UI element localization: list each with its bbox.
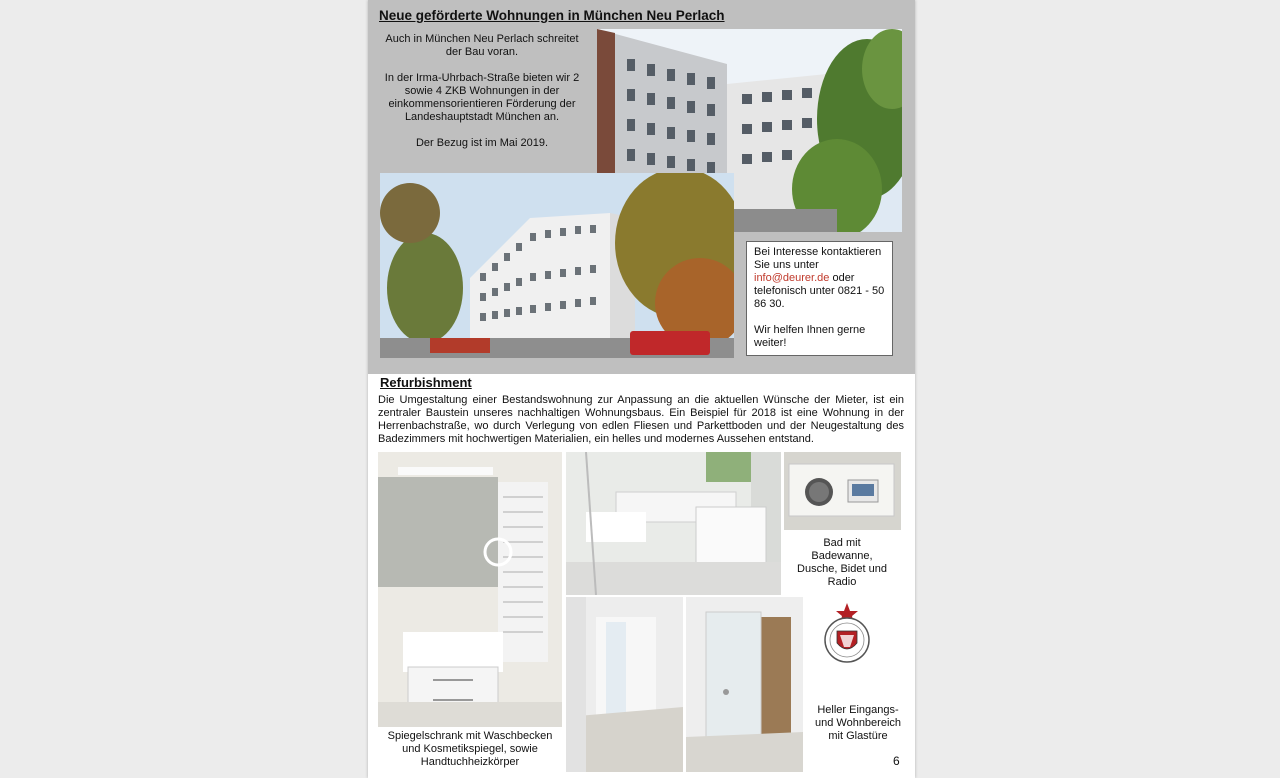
contact-box [746,241,893,356]
email-link[interactable]: info@deurer.de [754,272,830,284]
intro-text [382,33,582,163]
bathtub-photo [566,452,781,595]
section-title-new-apartments: Neue geförderte Wohnungen in München Neu Perlach [379,8,725,23]
intro-paragraph-2: In der Irma-Uhrbach-Straße bieten wir 2 sowie 4 ZKB Wohnungen in der einkommensorientieren Förderung der Landeshauptstadt München an. [384,72,580,123]
refurbishment-text: Die Umgestaltung einer Bestandswohnung zur Anpassung an die aktuellen Wünsche der Mieter, ist ein zentraler Baustein unseres nachhaltigen Wohnungsbaus. Ein Beispiel für 2018 ist eine Wohnung in der Herrenbachstraße, wo durch Verlegung von edlen Fliesen und Parkettboden und der Neugestaltung des Badezimmers mit hochwertigen Materialien, ein helles und modernes Aussehen entstand. [378,394,904,445]
contact-phone: oder telefonisch unter 0821 - 50 86 30. [754,272,885,310]
caption-mirror-cabinet: Spiegelschrank mit Waschbecken und Kosmetikspiegel, sowie Handtuchheizkörper [387,730,553,768]
contact-text [754,246,885,311]
section-title-refurbishment: Refurbishment [380,375,472,390]
building-photo-2 [380,173,734,358]
radio-photo [784,452,901,530]
document-page [368,0,915,778]
company-seal-logo [820,603,874,663]
contact-closing: Wir helfen Ihnen gerne weiter! [754,324,866,349]
intro-paragraph-1: Auch in München Neu Perlach schreitet der Bau voran. [385,33,579,58]
intro-paragraph-3: Der Bezug ist im Mai 2019. [415,137,549,149]
contact-intro: Bei Interesse kontaktieren Sie uns unter [754,246,882,271]
page-number: 6 [893,754,900,768]
mirror-cabinet-photo [378,452,562,727]
caption-entrance: Heller Eingangs- und Wohnbereich mit Glastüre [814,704,902,742]
caption-bath: Bad mit Badewanne, Dusche, Bidet und Radio [797,537,887,588]
new-apartments-section [368,0,915,374]
hallway-photo [566,597,683,772]
glass-door-photo [686,597,803,772]
